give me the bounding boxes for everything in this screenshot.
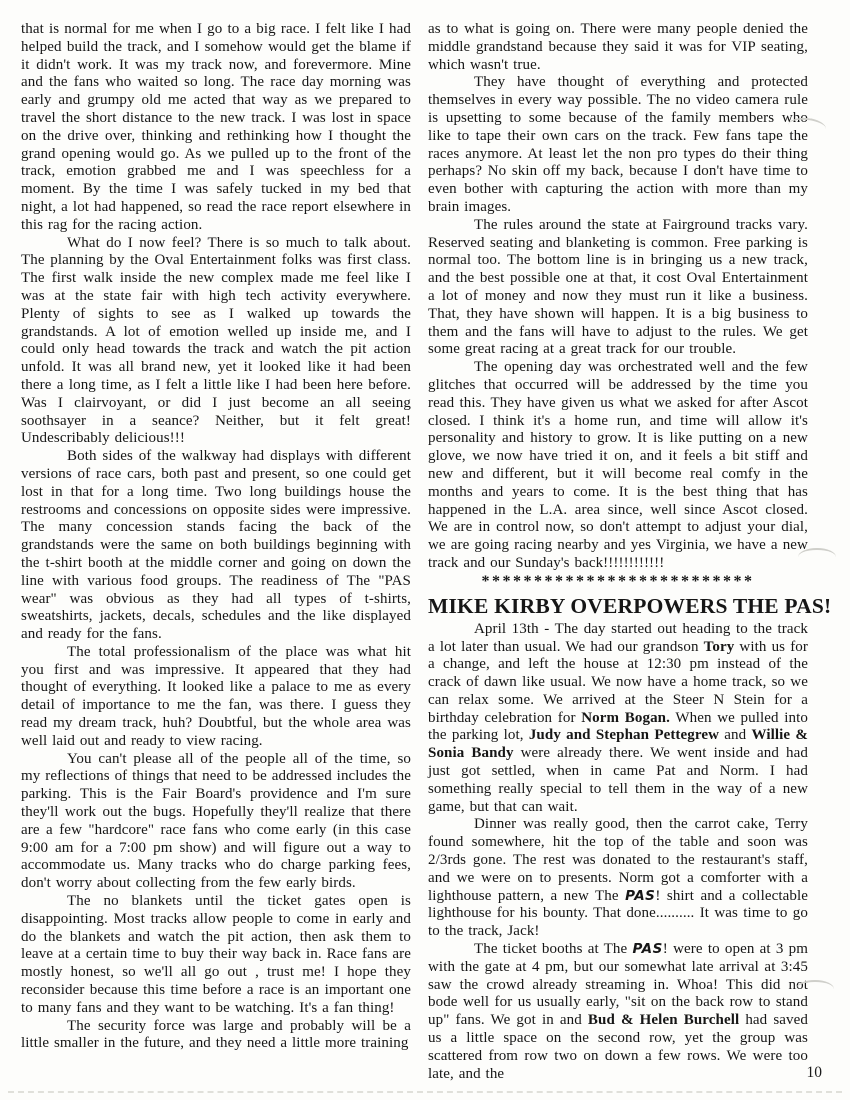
pas-logo-text: PAS (625, 887, 656, 904)
paragraph: The security force was large and probably will be a little smaller in the future, and they need a little more training (21, 1017, 411, 1052)
paragraph: Both sides of the walkway had displays with different versions of race cars, both past and present, so one could get lost in that for a long time. Two long buildings house the restrooms and concessions on opposite sides were impressive. The many concession stands facing the back of the grandstands were the same on both buildings beginning with the t-shirt booth at the middle corner and going on down the line with various food groups. The readiness of The "PAS wear" was obvious as they had all types of t-shirts, sweatshirts, jackets, decals, schedules and the like displayed and ready for the fans. (21, 448, 411, 643)
scan-edge-line (8, 1091, 842, 1093)
bold-name: Willie & Sonia Bandy (428, 727, 808, 762)
paragraph: The no blankets until the ticket gates open is disappointing. Most tracks allow people to come in early and do the blankets and watch the pit action, then ask them to leave at a certain time to buy their way back in. Race fans are mostly honest, so we'll all go out , trust me! I hope they reconsider because this time before a race is an important one to many fans and they want to be watching. It's a fan thing! (21, 893, 411, 1016)
left-column (21, 21, 411, 1083)
paragraph: that is normal for me when I go to a big race. I felt like I had helped build the track, and I somehow would get the blame if it didn't work. It was my track now, and forevermore. Mine and the fans who waited so long. The race day morning was early and grumpy old me acted that way as we prepared to travel the short distance to the new track. I was lost in space on the drive over, thinking and rethinking how I thought the grand opening would go. As we pulled up to the front of the track, emotion grabbed me and I was speechless for a moment. By the time I was safely tucked in my bed that night, a lot had happened, so read the race report elsewhere in this rag for the racing action. (21, 21, 411, 233)
bold-name: Tory (703, 638, 735, 655)
star-divider: ************************** (481, 572, 755, 590)
paragraph: What do I now feel? There is so much to talk about. The planning by the Oval Entertainment folks was first class. The first walk inside the new complex made me feel like I was at the state fair with high tech activity everywhere. Plenty of sights to see as I walked up towards the grandstands. A lot of emotion welled up inside me, and I could only head towards the track and watch the pit action unfold. It was all brand new, yet it looked like it had been there a long time, as I felt a little like I had been here before. Was I clairvoyant, or did I just become an all seeing soothsayer in a seance? Neither, but it felt great! Undescribably delicious!!! (21, 234, 411, 447)
article-title: MIKE KIRBY OVERPOWERS THE PAS! (428, 593, 832, 618)
paragraph: The total professionalism of the place was what hit you first and was impressive. It appeared that they had thought of everything. It looked like a palace to me as every detail of importance to me the fan, was there. I guess they read my dream track, huh? Doubtful, but the whole area was well laid out and ready to view racing. (21, 643, 411, 749)
scan-curl-artifact (798, 548, 836, 566)
page-number: 10 (806, 1064, 822, 1081)
bold-name: Norm Bogan. (581, 709, 670, 726)
paragraph: The ticket booths at The PAS! were to open at 3 pm with the gate at 4 pm, but our somewhat late arrival at 3:45 saw the crowd already streaming in. Whoa! This did not bode well for us usually early, "sit on the back row to stand up" fans. We got in and Bud & Helen Burchell had saved us a little space on the second row, yet the group was scattered from row two on down a few rows. We were too late, and the (428, 941, 809, 1082)
paragraph: as to what is going on. There were many people denied the middle grandstand because they said it was for VIP seating, which wasn't true. (428, 21, 808, 73)
paragraph: The opening day was orchestrated well and the few glitches that occurred will be addressed by the time you read this. They have given us what we asked for after Ascot closed. I think it's a home run, and time will allow it's personality and history to grow. It is like putting on a new glove, we now have tried it on, and it feels a bit stiff and new and different, but it will become real comfy in the months and years to come. It is the best thing that has happened in the L.A. area since, well since Ascot closed. We are in control now, so don't attempt to adjust your dial, we are going racing nearby and yes Virginia, we have a new track and our Sunday's back!!!!!!!!!!!! (428, 359, 808, 571)
paragraph: The rules around the state at Fairground tracks vary. Reserved seating and blanketing is common. Free parking is normal too. The bottom line is in bringing us a new track, and the best possible one at that, it cost Oval Entertainment a lot of money and now they must run it like a business. That, they have shown will happen. It is a big business to them and the fans will have to adjust to the rules. We get some great racing at a great track for our trouble. (428, 216, 808, 358)
paragraph: You can't please all of the people all of the time, so my reflections of things that need to be addressed includes the parking. This is the Fair Board's providence and I'm sure they'll work out the bugs. Hopefully they'll realize that there are a few "hardcore" race fans who come early (in this case 9:00 am for a 7:00 pm show) and will figure out a way to accommodate us. Many tracks who do charge parking fees, don't worry about collecting from the few early birds. (21, 750, 411, 892)
scan-curl-artifact (796, 980, 834, 998)
paragraph: April 13th - The day started out heading to the track a lot later than usual. We had our grandson Tory with us for a change, and left the house at 12:30 pm instead of the crack of dawn like usual. We now have a home track, so we can relax some. We arrived at the Steer N Stein for a birthday celebration for Norm Bogan. When we pulled into the parking lot, Judy and Stephan Pettegrew and Willie & Sonia Bandy were already there. We went inside and had just got settled, when in came Pat and Norm. I had something really special to tell them in the way of a new game, but that can wait. (428, 620, 808, 815)
bold-name: Bud & Helen Burchell (587, 1012, 740, 1029)
pas-logo-text: PAS (632, 941, 663, 958)
paragraph: They have thought of everything and protected themselves in every way possible. The no video camera rule is upsetting to some because of the family members who like to tape their own cars on the track. Few fans tape the races anymore. At least let the non pro types do their thing perhaps? No skin off my back, because I don't have time to even bother with capturing the action with more than my brain images. (428, 74, 808, 215)
paragraph: Dinner was really good, then the carrot cake, Terry found somewhere, hit the top of the table and soon was 2/3rds gone. The rest was donated to the restaurant's staff, and we were on to presents. Norm got a comforter with a lighthouse pattern, a new The PAS! shirt and a collectable lighthouse for his bounty. That done.......... It was time to go to the track, Jack! (428, 816, 809, 940)
bold-name: Judy and Stephan Pettegrew (528, 727, 720, 744)
